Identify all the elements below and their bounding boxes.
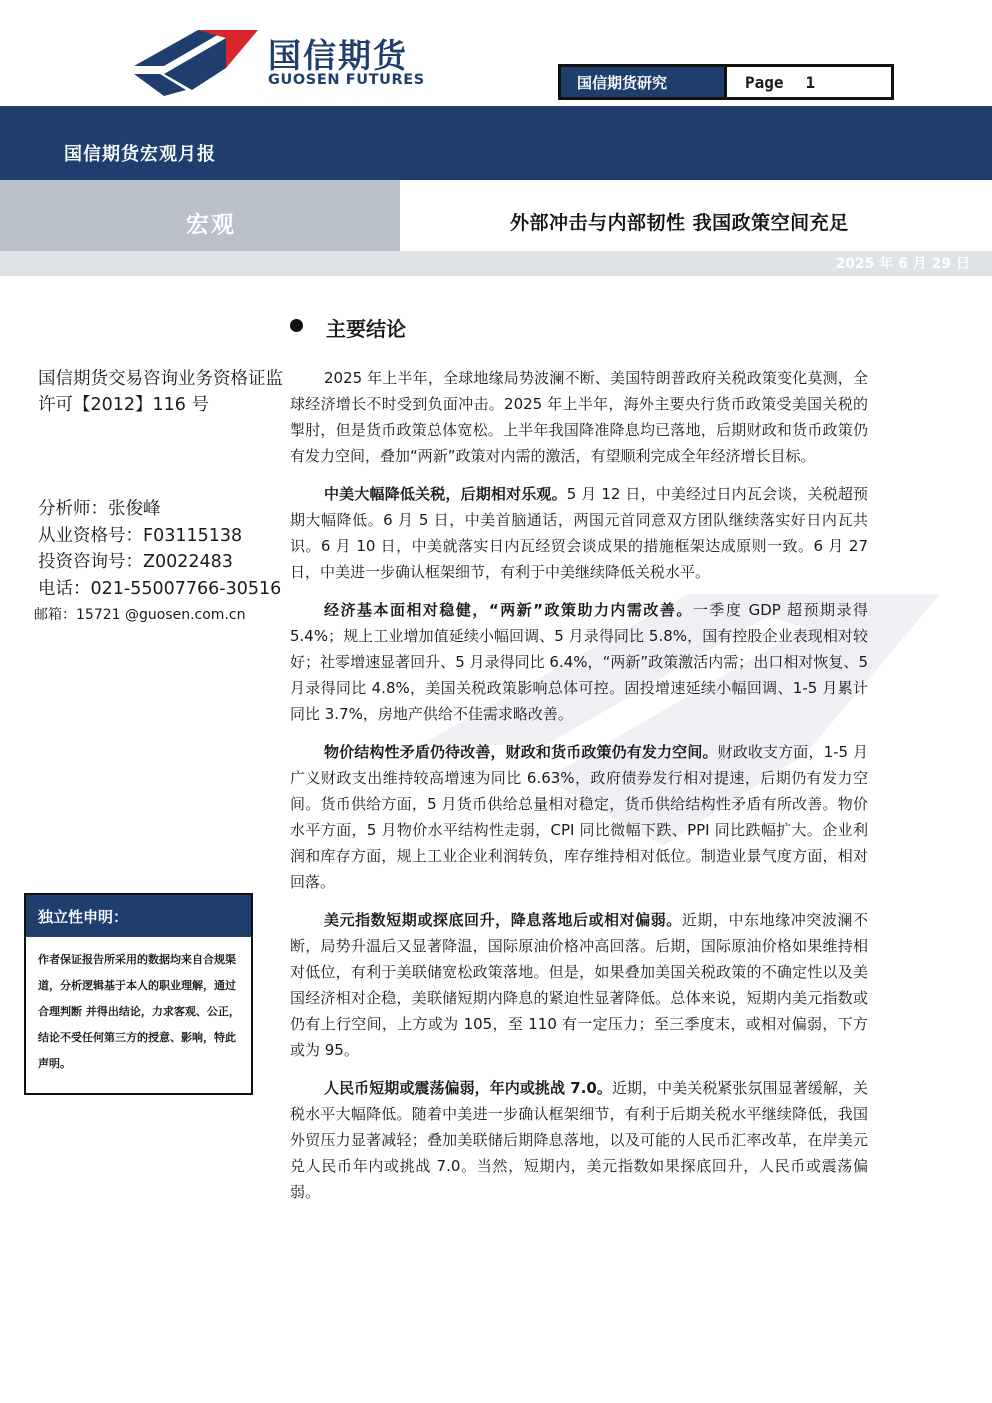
monthly-report-title: 国信期货宏观月报 xyxy=(64,144,216,165)
analyst-name: 分析师：张俊峰 xyxy=(38,499,161,519)
conclusions-body xyxy=(290,365,868,1217)
paragraph xyxy=(290,597,868,727)
paragraph-lead: 物价结构性矛盾仍待改善，财政和货币政策仍有发力空间。 xyxy=(324,743,718,761)
paragraph xyxy=(290,365,868,469)
logo-english-name: GUOSEN FUTURES xyxy=(268,72,425,88)
paragraph-text: 2025 年上半年，全球地缘局势波澜不断、美国特朗普政府关税政策变化莫测，全球经济增长不时受到负面冲击。2025 年上半年，海外主要央行货币政策受美国关税的掣肘，但是货币政策总体宽松。上半年我国降准降息均已落地，后期财政和货币政策仍有发力空间，叠加“两新”政策对内需的激活，有望顺利完成全年经济增长目标。 xyxy=(290,369,868,465)
research-label: 国信期货研究 xyxy=(561,67,727,97)
research-page-box xyxy=(558,64,894,100)
main-conclusions-heading: 主要结论 xyxy=(326,317,406,341)
paragraph-lead: 人民币短期或震荡偏弱，年内或挑战 7.0。 xyxy=(324,1079,612,1097)
independence-statement-box xyxy=(24,893,253,1095)
page-number: 1 xyxy=(805,72,816,92)
paragraph xyxy=(290,1075,868,1205)
qualification-number: 从业资格号：F03115138 xyxy=(38,526,243,546)
bullet-icon xyxy=(290,319,303,332)
report-date: 2025 年 6 月 29 日 xyxy=(835,256,970,272)
paragraph-lead: 经济基本面相对稳健，“两新”政策助力内需改善。 xyxy=(324,601,693,619)
page-indicator xyxy=(727,67,891,97)
page-word: Page xyxy=(745,72,784,92)
paragraph xyxy=(290,907,868,1063)
guosen-logo-icon xyxy=(134,24,258,96)
phone-number: 电话：021-55007766-30516 xyxy=(38,579,282,599)
paragraph-text: 财政收支方面，1-5 月广义财政支出维持较高增速为同比 6.63%，政府债券发行相对提速，后期仍有发力空间。货币供给方面，5 月货币供给总量相对稳定，货币供给结构性矛盾有所改善。物价水平方面，5 月物价水平结构性走弱，CPI 同比微幅下跌、PPI 同比跌幅扩大。企业利润和库存方面，规上工业企业利润转负，库存维持相对低位。制造业景气度方面，相对回落。 xyxy=(290,743,868,891)
paragraph xyxy=(290,481,868,585)
paragraph-lead: 美元指数短期或探底回升，降息落地后或相对偏弱。 xyxy=(324,911,682,929)
logo-chinese-name: 国信期货 xyxy=(268,36,408,75)
email-address: 邮箱：15721 @guosen.com.cn xyxy=(34,607,246,623)
paragraph-text: 近期，中东地缘冲突波澜不断，局势升温后又显著降温，国际原油价格冲高回落。后期，国际原油价格如果维持相对低位，有利于美联储宽松政策落地。但是，如果叠加美国关税政策的不确定性以及美国经济相对企稳，美联储短期内降息的紧迫性显著降低。总体来说，短期内美元指数或仍有上行空间，上方或为 105，至 110 有一定压力；至三季度末，或相对偏弱，下方或为 95。 xyxy=(290,911,868,1059)
report-title: 外部冲击与内部韧性 我国政策空间充足 xyxy=(510,212,849,234)
paragraph-lead: 中美大幅降低关税，后期相对乐观。 xyxy=(324,485,567,503)
paragraph-text: 近期，中美关税紧张氛围显著缓解，关税水平大幅降低。随着中美进一步确认框架细节，有利于后期关税水平继续降低，我国外贸压力显著减轻；叠加美联储后期降息落地，以及可能的人民币汇率改革，在岸美元兑人民币年内或挑战 7.0。当然，短期内，美元指数如果探底回升，人民币或震荡偏弱。 xyxy=(290,1079,868,1201)
paragraph-text: 5 月 12 日，中美经过日内瓦会谈，关税超预期大幅降低。6 月 5 日，中美首脑通话，两国元首同意双方团队继续落实好日内瓦共识。6 月 10 日，中美就落实日内瓦经贸会谈成果的措施框架达成原则一致。6 月 27 日，中美进一步确认框架细节，有利于中美继续降低关税水平。 xyxy=(290,485,869,581)
section-label: 宏观 xyxy=(186,212,236,238)
consulting-number: 投资咨询号：Z0022483 xyxy=(38,552,233,572)
paragraph-text: 一季度 GDP 超预期录得 5.4%；规上工业增加值延续小幅回调、5 月录得同比 5.8%，国有控股企业表现相对较好；社零增速显著回升、5 月录得同比 6.4%，“两新”政策激活内需；出口相对恢复、5 月录得同比 4.8%，美国关税政策影响总体可控。固投增速延续小幅回调、1-5 月累计同比 3.7%，房地产供给不佳需求略改善。 xyxy=(290,601,868,723)
section-band-lower xyxy=(0,251,400,276)
license-info: 国信期货交易咨询业务资格证监许可【2012】116 号 xyxy=(38,369,283,415)
independence-text: 作者保证报告所采用的数据均来自合规渠道，分析逻辑基于本人的职业理解，通过合理判断 并得出结论，力求客观、公正，结论不受任何第三方的授意、影响，特此声明。 xyxy=(38,953,240,1070)
independence-title: 独立性申明： xyxy=(26,895,251,937)
paragraph xyxy=(290,739,868,895)
